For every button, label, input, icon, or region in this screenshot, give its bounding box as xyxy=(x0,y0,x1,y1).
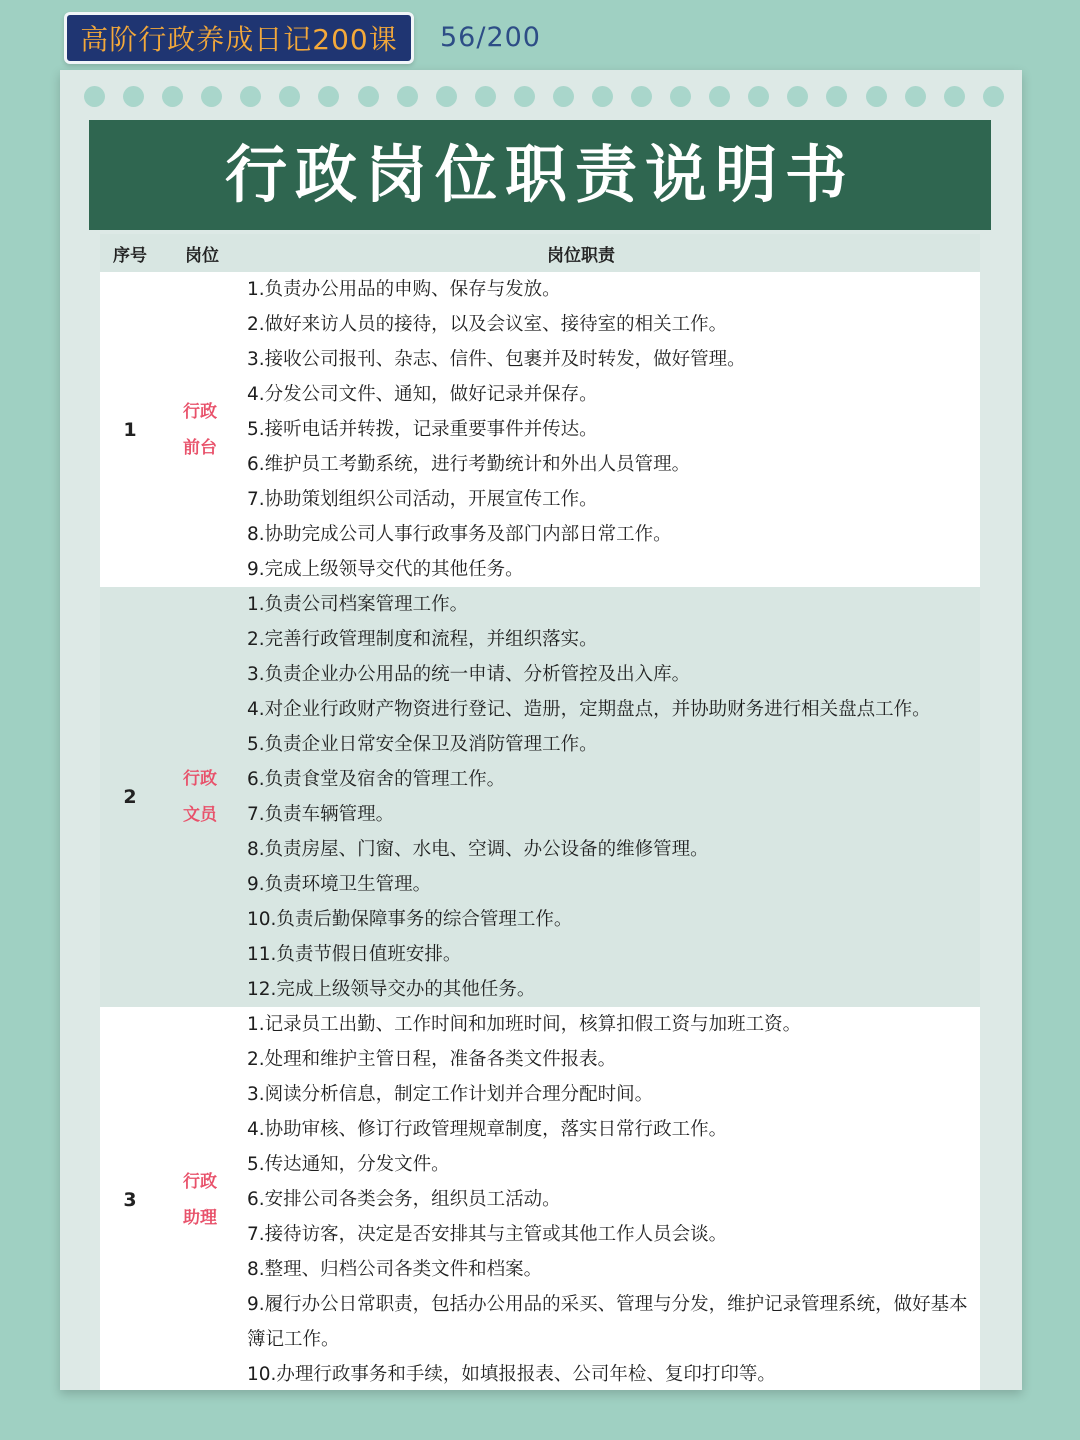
duty-item: 5.传达通知，分发文件。 xyxy=(247,1154,450,1175)
duty-item: 5.接听电话并转拨，记录重要事件并传达。 xyxy=(247,419,598,440)
table-row-reception xyxy=(100,272,980,587)
duty-item: 1.负责公司档案管理工作。 xyxy=(247,594,469,615)
duty-item: 3.接收公司报刊、杂志、信件、包裹并及时转发，做好管理。 xyxy=(247,349,746,370)
binder-hole xyxy=(279,86,300,107)
column-header-no: 序号 xyxy=(113,245,147,266)
duty-item: 7.负责车辆管理。 xyxy=(247,804,395,825)
position-line: 前台 xyxy=(183,437,217,458)
duty-item: 6.维护员工考勤系统，进行考勤统计和外出人员管理。 xyxy=(247,454,691,475)
position-line: 行政 xyxy=(183,1171,217,1192)
binder-hole xyxy=(670,86,691,107)
document-title: 行政岗位职责说明书 xyxy=(89,120,991,230)
duty-item: 10.负责后勤保障事务的综合管理工作。 xyxy=(247,909,573,930)
duty-item: 1.负责办公用品的申购、保存与发放。 xyxy=(247,279,561,300)
position-line: 文员 xyxy=(183,805,217,825)
binder-hole xyxy=(318,86,339,107)
binder-hole xyxy=(787,86,808,107)
duty-item: 6.安排公司各类会务，组织员工活动。 xyxy=(247,1189,561,1210)
table-header xyxy=(100,234,980,272)
duty-item: 8.协助完成公司人事行政事务及部门内部日常工作。 xyxy=(247,524,672,545)
binder-hole xyxy=(905,86,926,107)
duty-item: 4.协助审核、修订行政管理规章制度，落实日常行政工作。 xyxy=(247,1119,728,1140)
duty-item: 7.协助策划组织公司活动，开展宣传工作。 xyxy=(247,489,598,510)
position-line: 行政 xyxy=(183,769,217,789)
duty-item: 2.做好来访人员的接待，以及会议室、接待室的相关工作。 xyxy=(247,314,728,335)
column-header-position: 岗位 xyxy=(185,245,219,266)
binder-hole xyxy=(397,86,418,107)
binder-hole xyxy=(748,86,769,107)
binder-hole xyxy=(475,86,496,107)
binder-hole xyxy=(826,86,847,107)
binder-hole xyxy=(592,86,613,107)
duty-item: 7.接待访客，决定是否安排其与主管或其他工作人员会谈。 xyxy=(247,1224,728,1245)
table-row-clerk xyxy=(100,587,980,1007)
position-name xyxy=(160,1007,240,1390)
duty-item: 3.阅读分析信息，制定工作计划并合理分配时间。 xyxy=(247,1084,654,1105)
duty-item: 6.负责食堂及宿舍的管理工作。 xyxy=(247,769,506,790)
duty-item: 2.完善行政管理制度和流程，并组织落实。 xyxy=(247,629,598,650)
binder-hole xyxy=(553,86,574,107)
duty-item: 10.办理行政事务和手续，如填报报表、公司年检、复印打印等。 xyxy=(247,1364,776,1385)
binder-hole xyxy=(983,86,1004,107)
binder-hole xyxy=(162,86,183,107)
binder-hole xyxy=(240,86,261,107)
binder-hole xyxy=(201,86,222,107)
duty-list xyxy=(240,1007,980,1390)
duty-item: 8.整理、归档公司各类文件和档案。 xyxy=(247,1259,543,1280)
binder-hole xyxy=(436,86,457,107)
row-number: 3 xyxy=(123,1188,137,1211)
binder-hole xyxy=(358,86,379,107)
binder-hole xyxy=(514,86,535,107)
binder-hole xyxy=(944,86,965,107)
binder-hole xyxy=(631,86,652,107)
table-row-assistant xyxy=(100,1007,980,1390)
duties-table xyxy=(100,234,980,1390)
row-number: 1 xyxy=(123,418,137,441)
duty-item: 9.履行办公日常职责，包括办公用品的采买、管理与分发，维护记录管理系统，做好基本簿记工作。 xyxy=(247,1294,968,1350)
duty-item: 4.分发公司文件、通知，做好记录并保存。 xyxy=(247,384,598,405)
position-name xyxy=(160,272,240,587)
duty-item: 4.对企业行政财产物资进行登记、造册，定期盘点，并协助财务进行相关盘点工作。 xyxy=(247,699,931,720)
duty-item: 3.负责企业办公用品的统一申请、分析管控及出入库。 xyxy=(247,664,691,685)
series-title-badge: 高阶行政养成日记200课 xyxy=(64,12,414,64)
duty-item: 2.处理和维护主管日程，准备各类文件报表。 xyxy=(247,1049,617,1070)
binder-holes xyxy=(84,86,1004,110)
duty-item: 1.记录员工出勤、工作时间和加班时间，核算扣假工资与加班工资。 xyxy=(247,1014,802,1035)
row-number: 2 xyxy=(123,786,137,808)
duty-item: 9.完成上级领导交代的其他任务。 xyxy=(247,559,524,580)
position-line: 行政 xyxy=(183,401,217,422)
duty-item: 9.负责环境卫生管理。 xyxy=(247,874,432,895)
duty-item: 5.负责企业日常安全保卫及消防管理工作。 xyxy=(247,734,598,755)
duty-list xyxy=(240,587,980,1007)
binder-hole xyxy=(709,86,730,107)
duty-item: 12.完成上级领导交办的其他任务。 xyxy=(247,979,536,1000)
binder-hole xyxy=(123,86,144,107)
position-name xyxy=(160,587,240,1007)
column-header-duties: 岗位职责 xyxy=(547,245,615,266)
duty-list xyxy=(240,272,980,587)
position-line: 助理 xyxy=(183,1207,217,1228)
duty-item: 11.负责节假日值班安排。 xyxy=(247,944,462,965)
page-counter: 56/200 xyxy=(440,22,541,53)
duty-item: 8.负责房屋、门窗、水电、空调、办公设备的维修管理。 xyxy=(247,839,709,860)
binder-hole xyxy=(866,86,887,107)
binder-hole xyxy=(84,86,105,107)
